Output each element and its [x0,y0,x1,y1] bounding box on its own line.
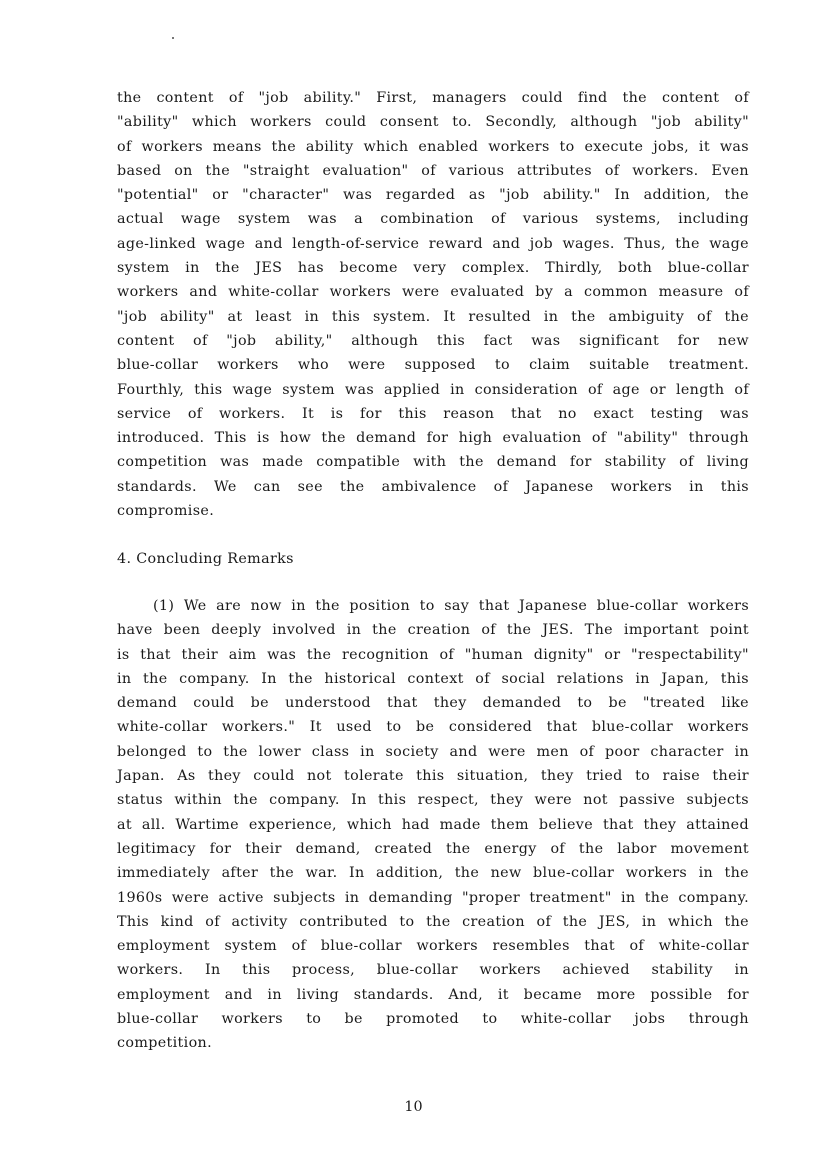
text-line: immediately after the war. In addition, the new blue-collar workers in the [117,865,749,882]
text-line: age-linked wage and length-of-service reward and job wages. Thus, the wage [117,235,749,252]
text-line: have been deeply involved in the creation of the JES. The important point [117,622,749,639]
text-line: "job ability" at least in this system. It resulted in the ambiguity of the [117,308,749,325]
text-line: blue-collar workers who were supposed to claim suitable treatment. [117,357,749,374]
page-number: 10 [404,1099,423,1115]
text-line: actual wage system was a combination of various systems, including [117,211,749,228]
text-line: workers and white-collar workers were evaluated by a common measure of [117,284,749,301]
text-line: workers. In this process, blue-collar workers achieved stability in [117,962,749,979]
text-line: service of workers. It is for this reason that no exact testing was [117,405,749,422]
scan-speck [172,37,174,39]
body-paragraph-1 [117,86,749,523]
text-line: system in the JES has become very complex. Thirdly, both blue-collar [117,260,749,277]
text-line: based on the "straight evaluation" of various attributes of workers. Even [117,162,749,179]
text-line: content of "job ability," although this fact was significant for new [117,332,749,349]
text-line: at all. Wartime experience, which had made them believe that they attained [117,816,749,833]
text-line: competition. [117,1035,212,1052]
text-line: the content of "job ability." First, managers could find the content of [117,90,749,106]
text-line: employment and in living standards. And, it became more possible for [117,986,749,1003]
text-line: demand could be understood that they demanded to be "treated like [117,695,749,712]
text-line: This kind of activity contributed to the creation of the JES, in which the [117,913,749,930]
text-line: blue-collar workers to be promoted to white-collar jobs through [117,1011,749,1028]
body-paragraph-2 [117,594,749,1056]
text-line: is that their aim was the recognition of "human dignity" or "respectability" [117,646,749,663]
text-line: status within the company. In this respect, they were not passive subjects [117,792,749,809]
text-line: competition was made compatible with the demand for stability of living [117,454,749,471]
text-line: white-collar workers." It used to be considered that blue-collar workers [117,719,749,736]
text-line: compromise. [117,503,215,520]
text-line: in the company. In the historical context of social relations in Japan, this [117,670,749,687]
text-line: 1960s were active subjects in demanding "proper treatment" in the company. [117,889,749,906]
text-line: "ability" which workers could consent to. Secondly, although "job ability" [117,114,749,131]
text-line: Fourthly, this wage system was applied in consideration of age or length of [117,381,749,398]
text-line: of workers means the ability which enabled workers to execute jobs, it was [117,138,749,155]
text-line: employment system of blue-collar workers resembles that of white-collar [117,938,749,955]
section-heading: 4. Concluding Remarks [117,551,294,567]
text-line: Japan. As they could not tolerate this situation, they tried to raise their [117,768,749,785]
text-line: (1) We are now in the position to say that Japanese blue-collar workers [153,598,749,614]
text-line: standards. We can see the ambivalence of Japanese workers in this [117,478,749,495]
text-line: belonged to the lower class in society and were men of poor character in [117,743,749,760]
text-line: legitimacy for their demand, created the energy of the labor movement [117,840,749,857]
text-line: introduced. This is how the demand for high evaluation of "ability" through [117,430,749,447]
text-line: "potential" or "character" was regarded as "job ability." In addition, the [117,187,749,204]
